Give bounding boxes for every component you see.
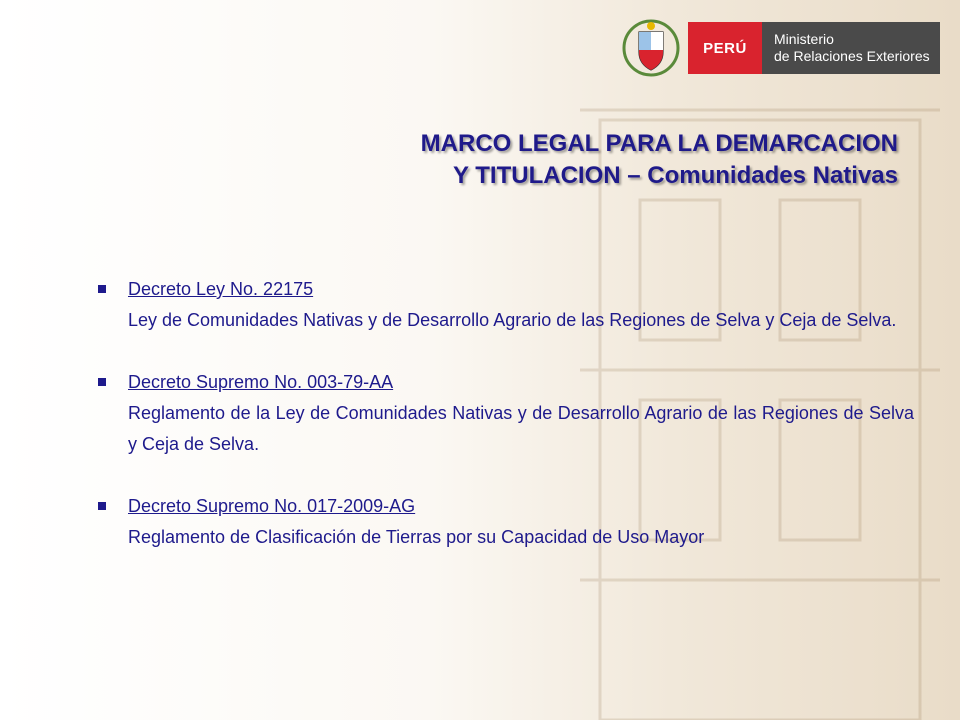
list-item [96,491,914,553]
ministry-line-1: Ministerio [774,31,834,47]
square-bullet-icon [98,285,106,293]
item-description: Reglamento de Clasificación de Tierras por su Capacidad de Uso Mayor [128,527,705,547]
title-line-1: MARCO LEGAL PARA LA DEMARCACION [420,130,898,157]
coat-of-arms-icon [622,18,680,78]
page-title [421,128,898,192]
item-description: Ley de Comunidades Nativas y de Desarrollo Agrario de las Regiones de Selva y Ceja de Selva. [128,310,897,330]
item-heading: Decreto Supremo No. 003-79-AA [128,372,394,392]
square-bullet-icon [98,502,106,510]
list-item [96,274,914,336]
square-bullet-icon [98,378,106,386]
item-description: Reglamento de la Ley de Comunidades Nativas y de Desarrollo Agrario de las Regiones de Selva y Ceja de Selva. [128,403,914,454]
list-item [96,367,914,460]
item-heading: Decreto Ley No. 22175 [128,279,314,299]
ministry-name [762,22,940,74]
legal-list [96,274,914,584]
ministry-logo [622,18,942,78]
peru-label: PERÚ [688,22,762,74]
item-heading: Decreto Supremo No. 017-2009-AG [128,496,416,516]
ministry-line-2: de Relaciones Exteriores [774,48,930,64]
title-line-2: Y TITULACION – Comunidades Nativas [453,162,898,189]
